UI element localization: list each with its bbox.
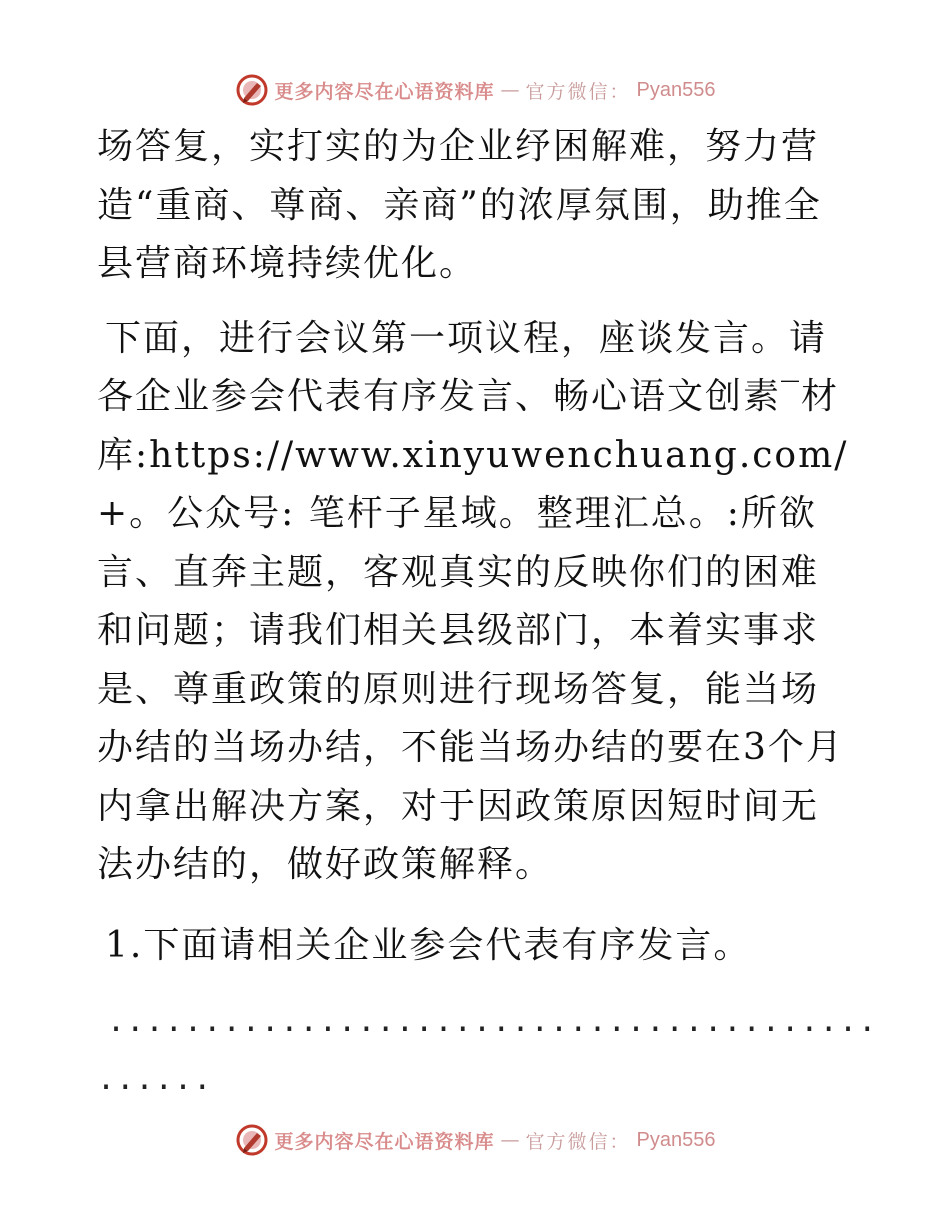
ellipsis-line-2: ......: [97, 1062, 213, 1097]
pen-nib-logo-icon: [235, 1123, 269, 1157]
ellipsis-block: [97, 993, 878, 1109]
ellipsis-line-1: ........................................: [107, 1004, 878, 1039]
header-watermark: [0, 70, 950, 110]
pen-nib-logo-icon: [235, 73, 269, 107]
watermark-account-id: Pyan556: [636, 78, 716, 101]
watermark-sub-text: 官方微信：: [525, 80, 631, 103]
watermark-separator: —: [500, 1129, 520, 1151]
paragraph-1: 场答复，实打实的为企业纾困解难，努力营造“重商、尊商、亲商”的浓厚氛围，助推全县营商环境持续优化。: [97, 126, 822, 284]
watermark-account-id: Pyan556: [636, 1128, 716, 1151]
watermark-sub-text: 官方微信：: [525, 1130, 631, 1153]
watermark-main-text: 更多内容尽在心语资料库: [274, 80, 495, 103]
document-body: [97, 118, 878, 1109]
paragraph-2: 下面，进行会议第一项议程，座谈发言。请各企业参会代表有序发言、畅心语文创素‾材库:https://www.xinyuwenchuang.com/+。公众号: 笔杆子星域。整理汇总。:所欲言、直奔主题，客观真实的反映你们的困难和问题；请我们相关县级部门，本着实事求是、尊重政策的原则进行现场答复，能当场办结的当场办结，不能当场办结的要在3个月内拿出解决方案，对于因政策原因短时间无法办结的，做好政策解释。: [97, 317, 849, 885]
watermark-main-text: 更多内容尽在心语资料库: [274, 1130, 495, 1153]
paragraph-3: 1.下面请相关企业参会代表有序发言。: [105, 924, 752, 966]
watermark-separator: —: [500, 79, 520, 101]
footer-watermark: [0, 1120, 950, 1160]
